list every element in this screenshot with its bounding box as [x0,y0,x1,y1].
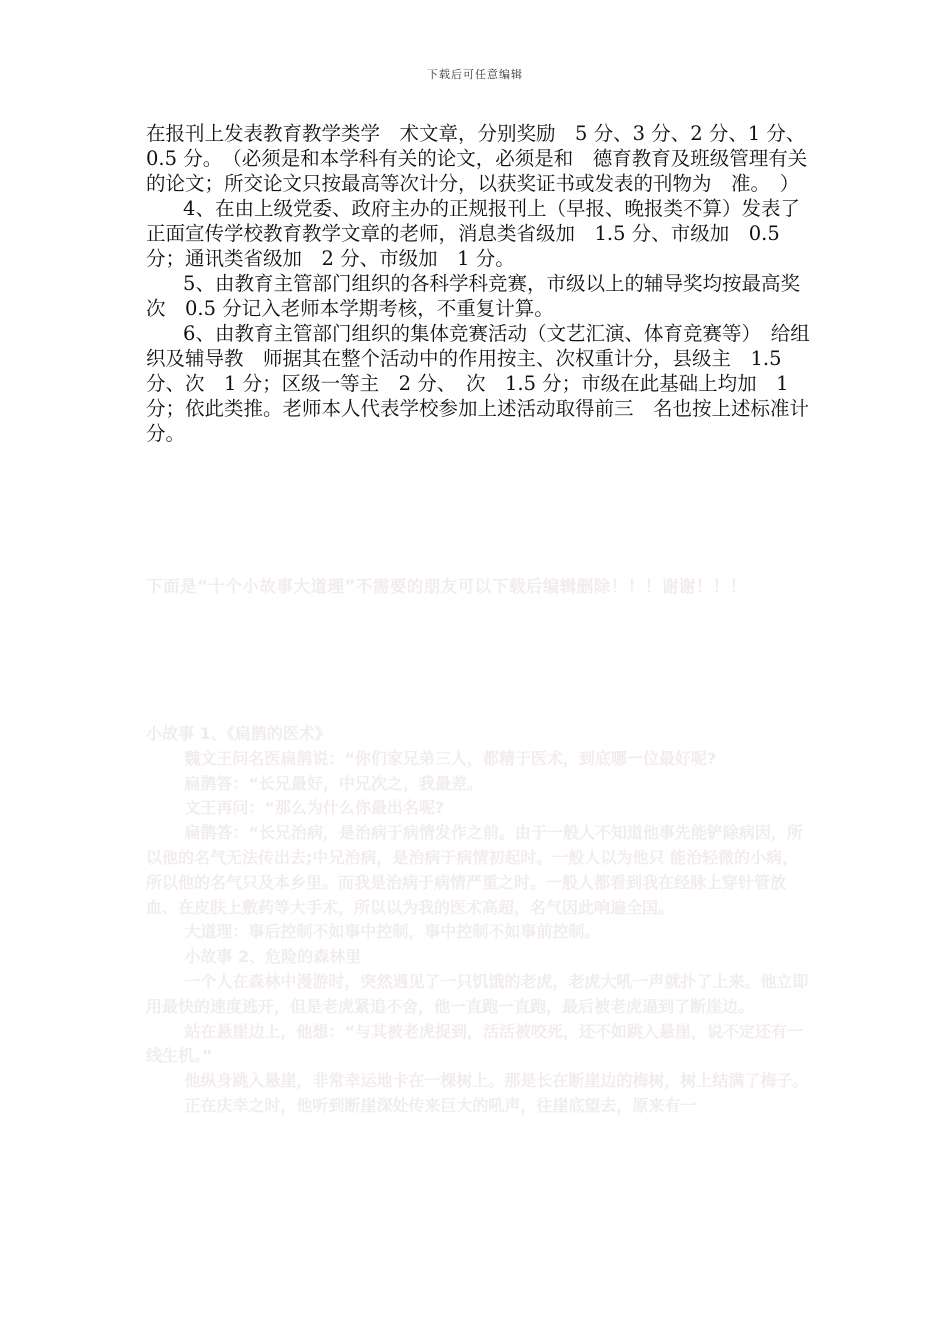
stories-section [146,722,810,1119]
story-paragraph: 他纵身跳入悬崖，非常幸运地卡在一棵树上。那是长在断崖边的梅树，树上结满了梅子。 [184,1071,809,1091]
story-paragraph: 站在悬崖边上，他想：“与其被老虎捉到，活活被咬死，还不如跳入悬崖，说不定还有一线生机。” [146,1021,803,1066]
story-paragraph: 扁鹊答：“长兄治病，是治病于病情发作之前。由于一般人不知道他事先能铲除病因，所以他的名气无法传出去;中兄治病，是治病于病情初起时。一般人以为他只 能治轻微的小病，所以他的名气只及本乡里。而我是治病于病情严重之时。一般人都看到我在经脉上穿针管放血、在皮肤上敷药等大手术，所以以为我的医术高超，名气因此响遍全国。 [146,823,803,917]
paragraph-item-6: 6、由教育主管部门组织的集体竞赛活动（文艺汇演、体育竞赛等） 给组织及辅导教 师据其在整个活动中的作用按主、次权重计分，县级主 1.5 分、次 1 分；区级一等主 2 分、 次 1.5 分；市级在此基础上均加 1 分；依此类推。老师本人代表学校参加上述活动取得前三 名也按上述标准计分。 [146,322,810,445]
story-paragraph: 扁鹊答：“长兄最好，中兄次之，我最差。 [184,773,483,793]
story-paragraph: 正在庆幸之时，他听到断崖深处传来巨大的吼声，往崖底望去，原来有一 [184,1095,697,1115]
main-text [146,121,810,446]
story-paragraph: 魏文王问名医扁鹊说：“你们家兄弟三人，都精于医术，到底哪一位最好呢? [184,748,717,768]
deletion-notice: 下面是“十个小故事大道理”不需要的朋友可以下载后编辑删除！！！谢谢！！！ [146,577,747,596]
story-1-moral: 大道理：事后控制不如事中控制，事中控制不如事前控制。 [184,922,601,942]
paragraph-item-5: 5、由教育主管部门组织的各科学科竞赛，市级以上的辅导奖均按最高奖次 0.5 分记入老师本学期考核，不重复计算。 [146,272,800,320]
story-paragraph: 一个人在森林中漫游时，突然遇见了一只饥饿的老虎，老虎大吼一声就扑了上来。他立即用最快的速度逃开，但是老虎紧追不舍，他一直跑一直跑，最后被老虎逼到了断崖边。 [146,971,809,1016]
story-paragraph: 文王再问：“那么为什么你最出名呢? [184,798,445,818]
story-2-title: 小故事 2、危险的森林里 [184,947,362,967]
page-header: 下载后可任意编辑 [427,68,523,81]
paragraph-article-awards: 在报刊上发表教育教学类学 术文章，分别奖励 5 分、3 分、2 分、1 分、0.5 分。 （必须是和本学科有关的论文，必须是和 德育教育及班级管理有关的论文；所交论文只按最高等次计分，以获奖证书或发表的刊物为 准。 ） [146,122,808,195]
story-1-title: 小故事 1、《扁鹊的医术》 [146,724,331,743]
paragraph-item-4: 4、在由上级党委、政府主办的正规报刊上（早报、晚报类不算）发表了正面宣传学校教育教学文章的老师，消息类省级加 1.5 分、市级加 0.5 分；通讯类省级加 2 分、市级加 1 分。 [146,197,800,270]
